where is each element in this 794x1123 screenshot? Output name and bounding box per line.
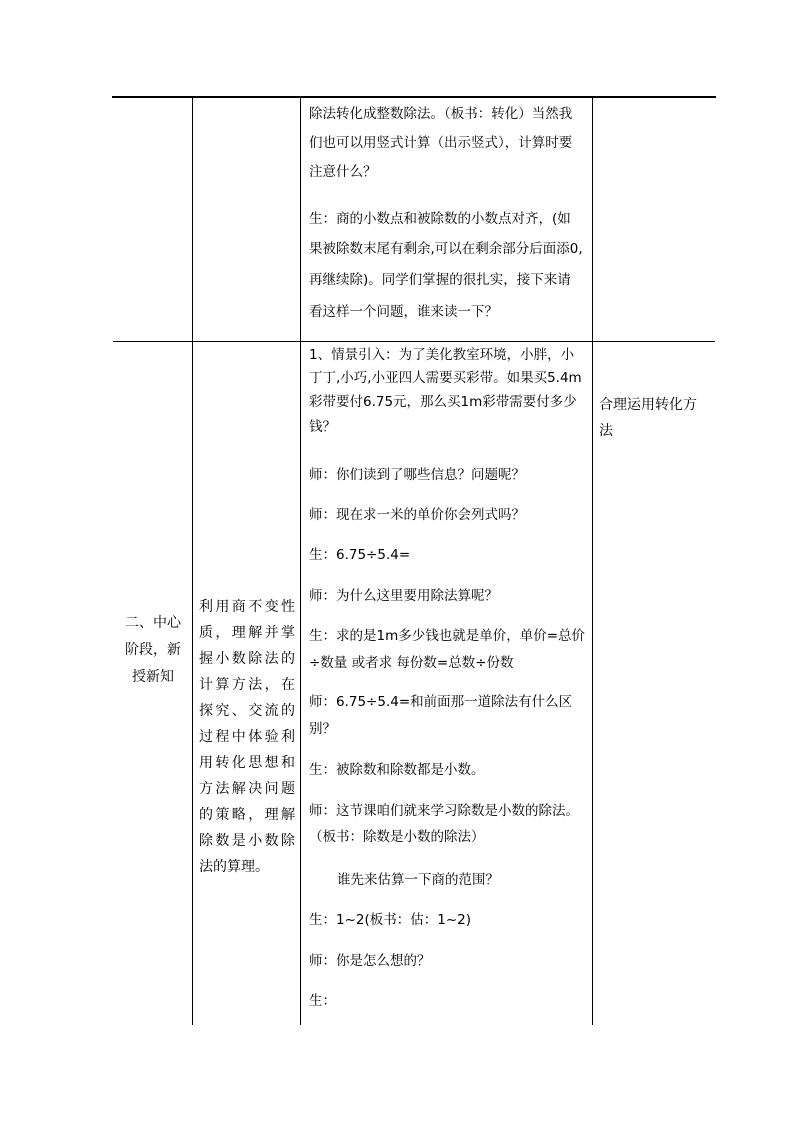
content-line: 师：你们读到了哪些信息？问题呢？ <box>309 467 525 483</box>
content-line: 除法转化成整数除法。（板书：转化）当然我 <box>309 106 573 122</box>
content-line: 们也可以用竖式计算（出示竖式），计算时要 <box>309 135 573 151</box>
stage-cell-empty <box>113 97 193 341</box>
content-line: ÷数量 或者求 每份数=总数÷份数 <box>309 655 514 671</box>
content-line: 生：商的小数点和被除数的小数点对齐，(如 <box>309 211 571 227</box>
content-line: 再继续除)。同学们掌握的很扎实，接下来请 <box>309 272 571 288</box>
content-line: 师：现在求一米的单价你会列式吗？ <box>309 507 525 523</box>
content-line: 看这样一个问题，谁来读一下？ <box>309 304 498 320</box>
content-line: 丁丁,小巧,小亚四人需要买彩带。如果买5.4m <box>309 370 582 386</box>
table-row-new-lesson <box>113 342 715 1025</box>
content-line: 1、情景引入：为了美化教室环境，小胖，小 <box>309 347 575 363</box>
content-line: 生：6.75÷5.4= <box>309 547 411 563</box>
lesson-plan-table <box>112 96 716 1009</box>
content-line: 彩带要付6.75元，那么买1m彩带需要付多少 <box>309 394 577 410</box>
content-line: 注意什么？ <box>309 164 377 180</box>
table-row-continued <box>113 97 715 342</box>
content-line: 钱？ <box>309 419 336 435</box>
content-line: 别？ <box>309 721 336 737</box>
content-line: 果被除数末尾有剩余,可以在剩余部分后面添0, <box>309 241 583 257</box>
stage-label: 二、中心阶段，新授新知 <box>125 615 181 685</box>
goal-cell <box>193 342 301 1025</box>
content-line: 生： <box>309 993 336 1009</box>
note-cell <box>593 342 715 1025</box>
content-line: 师：6.75÷5.4=和前面那一道除法有什么区 <box>309 694 573 710</box>
content-line: 谁先来估算一下商的范围？ <box>337 872 499 888</box>
content-line: 生：1~2(板书：估：1~2) <box>309 912 472 928</box>
content-line: 师：这节课咱们就来学习除数是小数的除法。 <box>309 803 579 819</box>
note-text: 合理运用转化方法 <box>599 397 697 439</box>
content-line: （板书：除数是小数的除法） <box>309 829 485 845</box>
stage-cell <box>113 342 193 1025</box>
goal-text: 利用商不变性质，理解并掌握小数除法的计算方法，在探究、交流的过程中体验利用转化思想和方法解决问题的策略，理解除数是小数除法的算理。 <box>199 599 295 875</box>
content-line: 师：你是怎么想的？ <box>309 953 431 969</box>
content-cell <box>301 97 593 341</box>
content-line: 生：求的是1m多少钱也就是单价，单价=总价 <box>309 628 586 644</box>
content-line: 师：为什么这里要用除法算呢？ <box>309 588 498 604</box>
content-line: 生：被除数和除数都是小数。 <box>309 762 485 778</box>
note-cell-empty <box>593 97 715 341</box>
goal-cell-empty <box>193 97 301 341</box>
content-cell <box>301 342 593 1025</box>
